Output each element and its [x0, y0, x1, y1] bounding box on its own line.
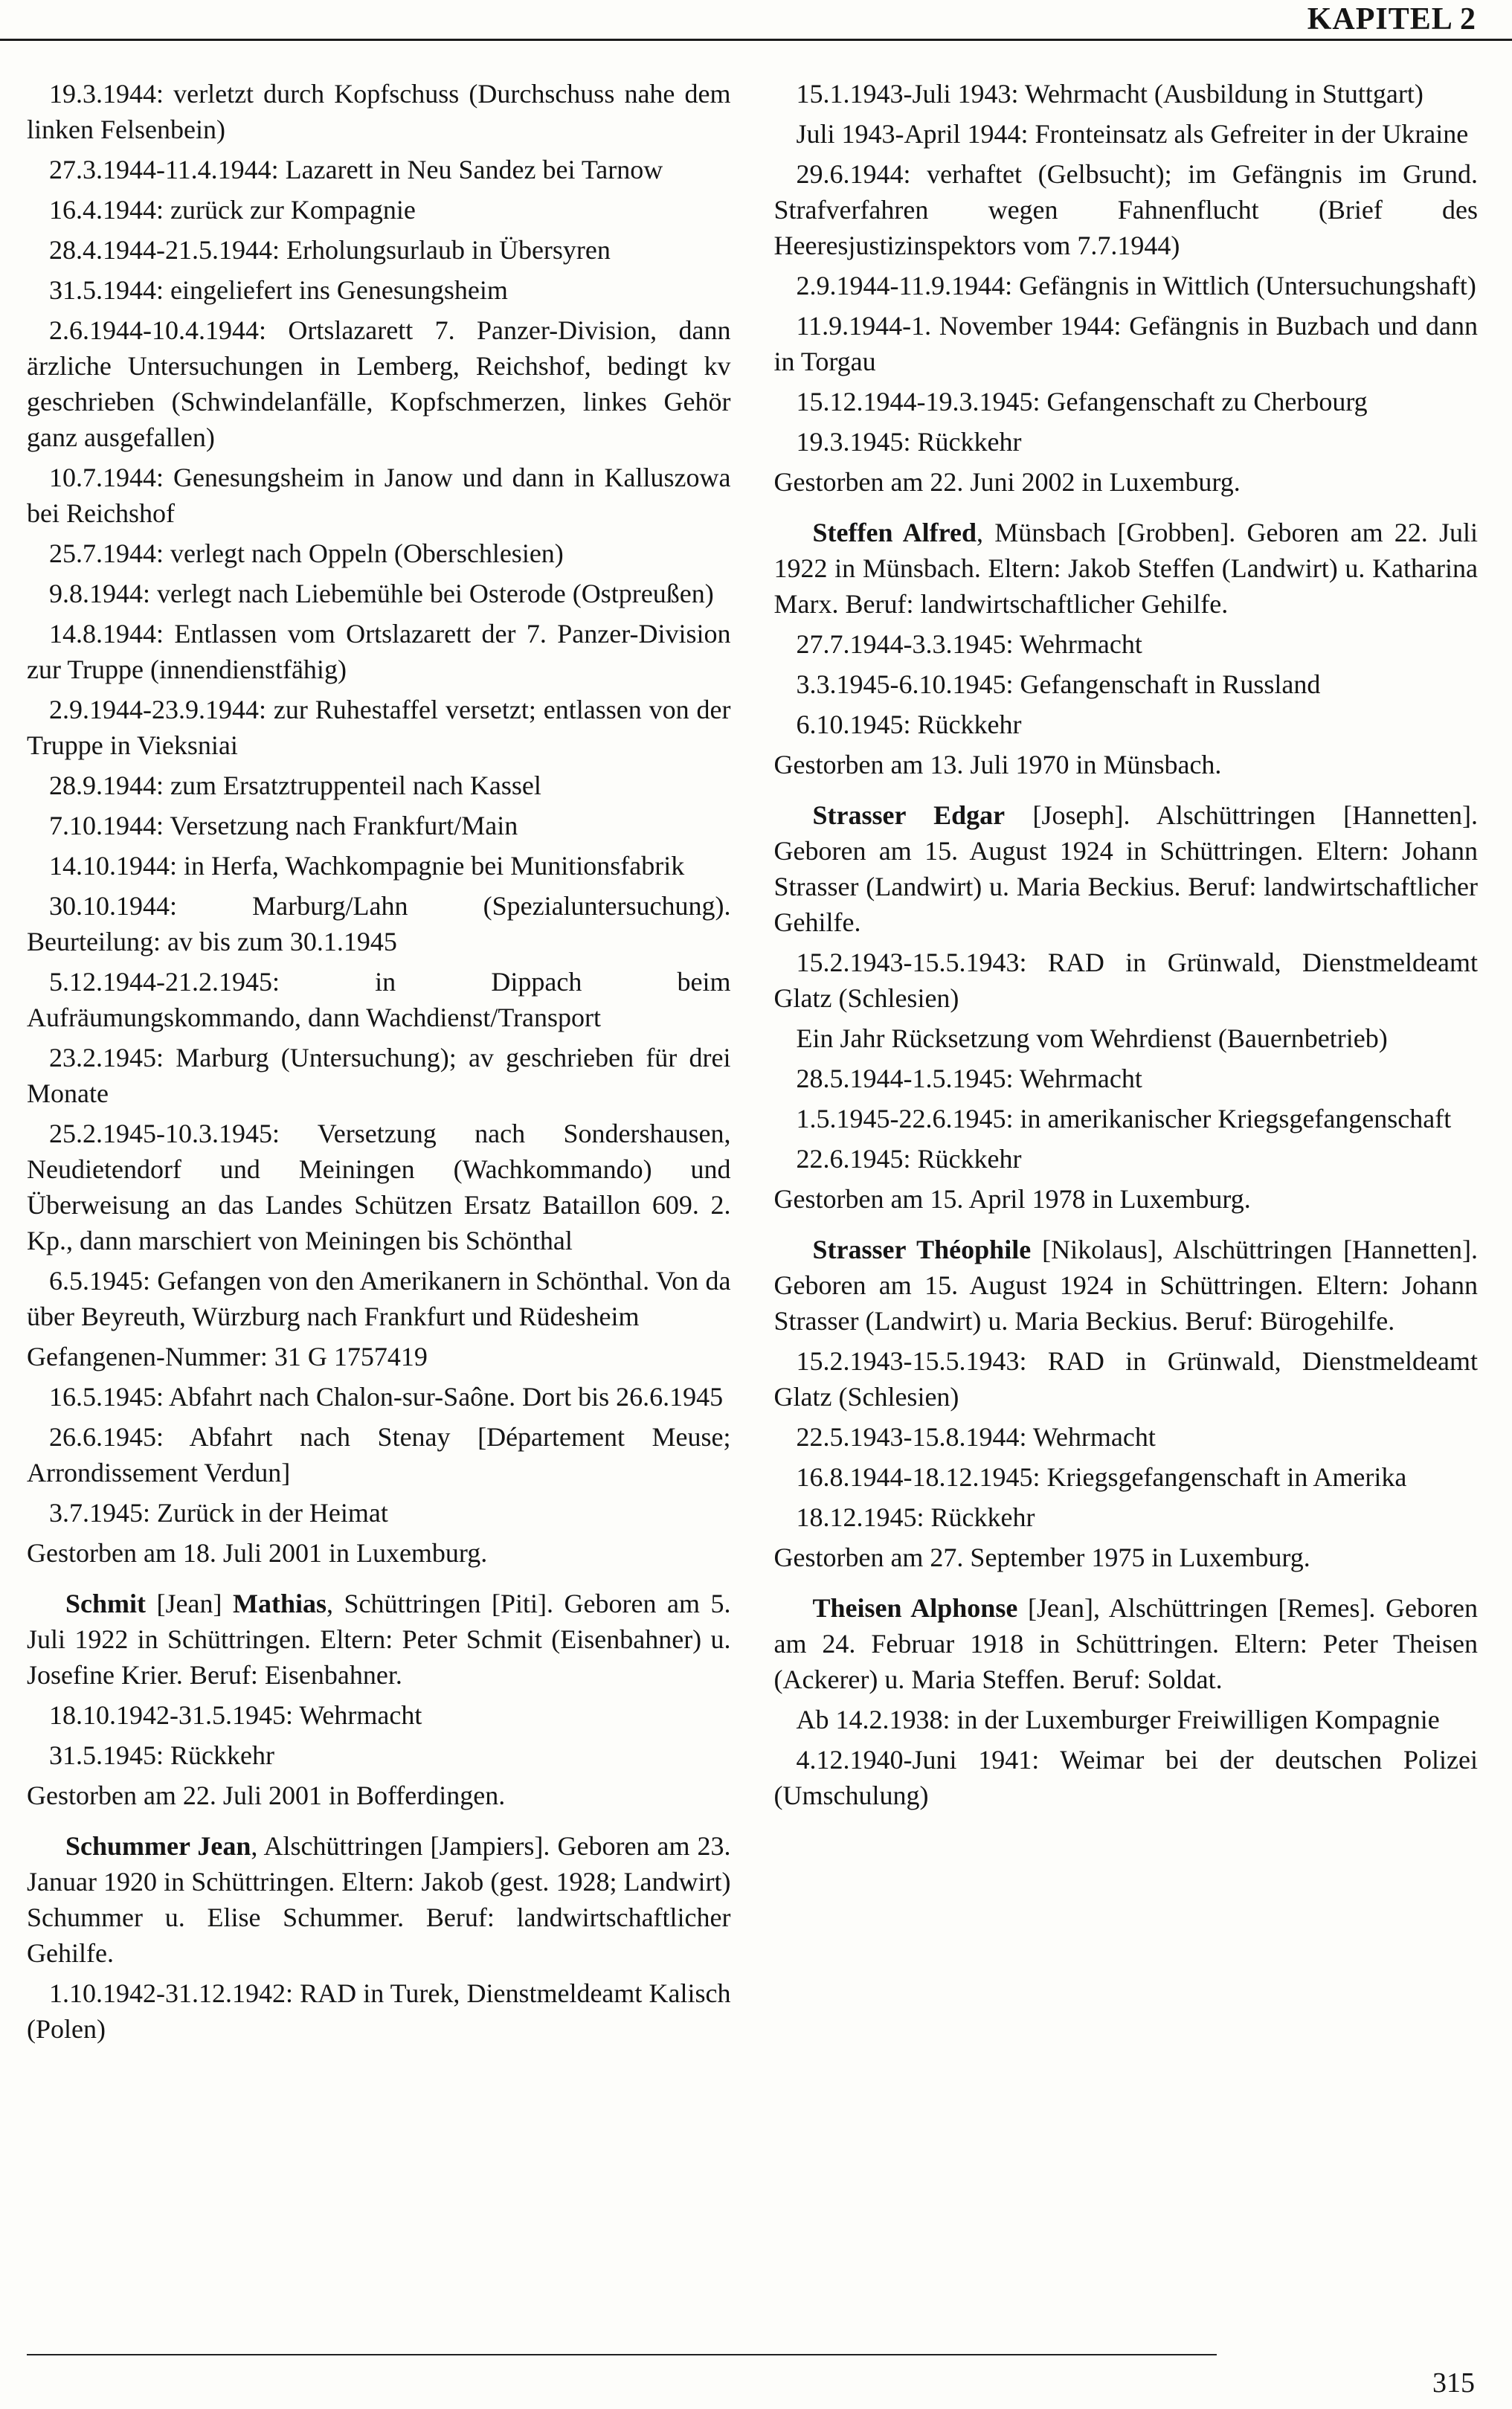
text-columns [27, 71, 1478, 2047]
biography-entry-lead [27, 1828, 731, 1971]
date-record-line: 27.7.1944-3.3.1945: Wehrmacht [796, 629, 1142, 659]
biography-entry-lead [774, 1232, 1479, 1339]
chapter-title: KAPITEL 2 [1307, 2, 1476, 36]
note-line: Gestorben am 22. Juli 2001 in Bofferdingen. [27, 1781, 506, 1810]
entry-text: [Jean] [146, 1589, 233, 1618]
date-record-line: 4.12.1940-Juni 1941: Weimar bei der deutschen Polizei (Umschulung) [773, 1745, 1478, 1810]
date-record-line: 30.10.1944: Marburg/Lahn (Spezialuntersuchung). Beurteilung: av bis zum 30.1.1945 [27, 891, 731, 956]
header-rule [0, 39, 1512, 41]
entry-text: , Schüttringen [Piti]. Geboren am 5. Juli 1922 in Schüttringen. Eltern: Peter Schmit (Eisenbahner) u. Josefine Krier. Beruf: Eisenbahner. [27, 1589, 731, 1690]
note-line: Gestorben am 15. April 1978 in Luxemburg. [773, 1184, 1251, 1214]
date-record-line: 2.9.1944-11.9.1944: Gefängnis in Wittlich (Untersuchungshaft) [796, 271, 1476, 300]
person-name: Steffen Alfred [812, 518, 977, 547]
note-line: Gestorben am 18. Juli 2001 in Luxemburg. [27, 1538, 488, 1568]
date-record-line: 29.6.1944: verhaftet (Gelbsucht); im Gefängnis im Grund. Strafverfahren wegen Fahnenflucht (Brief des Heeresjustizinspektors vom 7.7.1944) [773, 159, 1478, 260]
entry-text: , Münsbach [Grobben]. Geboren am 22. Juli 1922 in Münsbach. Eltern: Jakob Steffen (Landwirt) u. Katharina Marx. Beruf: landwirtschaftlicher Gehilfe. [773, 518, 1479, 619]
date-record-line: 6.5.1945: Gefangen von den Amerikanern in Schönthal. Von da über Beyreuth, Würzburg nach Frankfurt und Rüdesheim [27, 1266, 731, 1331]
date-record-line: 1.10.1942-31.12.1942: RAD in Turek, Dienstmeldeamt Kalisch (Polen) [27, 1978, 731, 2044]
entry-text: [Joseph]. Alschüttringen [Hannetten]. Geboren am 15. August 1924 in Schüttringen. Eltern: Johann Strasser (Landwirt) u. Maria Beckius. Beruf: landwirtschaftlicher Gehilfe. [773, 800, 1478, 937]
date-record-line: 28.5.1944-1.5.1945: Wehrmacht [796, 1064, 1142, 1093]
date-record-line: Ab 14.2.1938: in der Luxemburger Freiwilligen Kompagnie [796, 1705, 1440, 1734]
date-record-line: 3.3.1945-6.10.1945: Gefangenschaft in Russland [796, 669, 1321, 699]
date-record-line: 15.2.1943-15.5.1943: RAD in Grünwald, Dienstmeldeamt Glatz (Schlesien) [773, 948, 1478, 1013]
date-record-line: 23.2.1945: Marburg (Untersuchung); av geschrieben für drei Monate [27, 1043, 731, 1108]
date-record-line: 27.3.1944-11.4.1944: Lazarett in Neu Sandez bei Tarnow [49, 155, 663, 184]
date-record-line: 1.5.1945-22.6.1945: in amerikanischer Kriegsgefangenschaft [796, 1104, 1452, 1133]
left-column [27, 71, 731, 2047]
date-record-line: 16.8.1944-18.12.1945: Kriegsgefangenschaft in Amerika [796, 1462, 1407, 1492]
date-record-line: 10.7.1944: Genesungsheim in Janow und dann in Kalluszowa bei Reichshof [27, 463, 731, 528]
date-record-line: 18.10.1942-31.5.1945: Wehrmacht [49, 1700, 422, 1730]
date-record-line: 16.5.1945: Abfahrt nach Chalon-sur-Saône. Dort bis 26.6.1945 [49, 1382, 724, 1412]
date-record-line: 31.5.1945: Rückkehr [49, 1740, 274, 1770]
date-record-line: 14.8.1944: Entlassen vom Ortslazarett der 7. Panzer-Division zur Truppe (innendienstfähig) [27, 619, 731, 684]
date-record-line: 19.3.1944: verletzt durch Kopfschuss (Durchschuss nahe dem linken Felsenbein) [27, 79, 731, 144]
note-line: Gestorben am 27. September 1975 in Luxemburg. [773, 1543, 1310, 1572]
date-record-line: 25.2.1945-10.3.1945: Versetzung nach Sondershausen, Neudietendorf und Meiningen (Wachkommando) und Überweisung an das Landes Schützen Ersatz Bataillon 609. 2. Kp., dann marschiert von Meiningen bis Schönthal [27, 1119, 731, 1255]
date-record-line: 3.7.1945: Zurück in der Heimat [49, 1498, 388, 1528]
footer-rule [27, 2354, 1217, 2355]
date-record-line: 5.12.1944-21.2.1945: in Dippach beim Aufräumungskommando, dann Wachdienst/Transport [27, 967, 731, 1032]
entry-text: [Jean], Alschüttringen [Remes]. Geboren am 24. Februar 1918 in Schüttringen. Eltern: Peter Theisen (Ackerer) u. Maria Steffen. Beruf: Soldat. [773, 1593, 1478, 1694]
person-name: Strasser Edgar [812, 800, 1006, 830]
right-column [774, 71, 1479, 2047]
biography-entry-lead [774, 797, 1479, 940]
date-record-line: 2.6.1944-10.4.1944: Ortslazarett 7. Panzer-Division, dann ärzliche Untersuchungen in Lemberg, Reichshof, bedingt kv geschrieben (Schwindelanfälle, Kopfschmerzen, linkes Gehör ganz ausgefallen) [27, 315, 731, 452]
date-record-line: Juli 1943-April 1944: Fronteinsatz als Gefreiter in der Ukraine [796, 119, 1469, 149]
date-record-line: 9.8.1944: verlegt nach Liebemühle bei Osterode (Ostpreußen) [49, 579, 714, 608]
date-record-line: Ein Jahr Rücksetzung vom Wehrdienst (Bauernbetrieb) [796, 1023, 1388, 1053]
page-header [1307, 3, 1476, 36]
person-name: Mathias [232, 1589, 326, 1618]
date-record-line: 14.10.1944: in Herfa, Wachkompagnie bei Munitionsfabrik [49, 851, 685, 881]
date-record-line: 31.5.1944: eingeliefert ins Genesungsheim [49, 275, 508, 305]
date-record-line: 15.1.1943-Juli 1943: Wehrmacht (Ausbildung in Stuttgart) [796, 79, 1423, 109]
date-record-line: 16.4.1944: zurück zur Kompagnie [49, 195, 416, 225]
note-line: Gestorben am 13. Juli 1970 in Münsbach. [773, 750, 1222, 779]
date-record-line: 6.10.1945: Rückkehr [796, 710, 1022, 739]
date-record-line: 15.12.1944-19.3.1945: Gefangenschaft zu Cherbourg [796, 387, 1368, 416]
date-record-line: 18.12.1945: Rückkehr [796, 1502, 1035, 1532]
person-name: Schummer Jean [65, 1831, 251, 1861]
date-record-line: 22.5.1943-15.8.1944: Wehrmacht [796, 1422, 1156, 1452]
date-record-line: 28.4.1944-21.5.1944: Erholungsurlaub in Übersyren [49, 235, 611, 265]
date-record-line: 28.9.1944: zum Ersatztruppenteil nach Kassel [49, 771, 541, 800]
date-record-line: 2.9.1944-23.9.1944: zur Ruhestaffel versetzt; entlassen von der Truppe in Vieksniai [27, 695, 731, 760]
page-number: 315 [1432, 2367, 1475, 2399]
date-record-line: 22.6.1945: Rückkehr [796, 1144, 1022, 1174]
biography-entry-lead [774, 515, 1479, 622]
date-record-line: 11.9.1944-1. November 1944: Gefängnis in Buzbach und dann in Torgau [773, 311, 1478, 376]
entry-text: , Alschüttringen [Jampiers]. Geboren am 23. Januar 1920 in Schüttringen. Eltern: Jakob (gest. 1928; Landwirt) Schummer u. Elise Schummer. Beruf: landwirtschaftlicher Gehilfe. [27, 1831, 731, 1968]
date-record-line: 19.3.1945: Rückkehr [796, 427, 1022, 457]
biography-entry-lead [27, 1586, 731, 1693]
note-line: Gestorben am 22. Juni 2002 in Luxemburg. [773, 467, 1241, 497]
person-name: Theisen Alphonse [812, 1593, 1018, 1623]
person-name: Strasser Théophile [812, 1235, 1032, 1264]
date-record-line: 15.2.1943-15.5.1943: RAD in Grünwald, Dienstmeldeamt Glatz (Schlesien) [773, 1346, 1478, 1412]
date-record-line: 25.7.1944: verlegt nach Oppeln (Oberschlesien) [49, 538, 564, 568]
person-name: Schmit [65, 1589, 146, 1618]
date-record-line: 7.10.1944: Versetzung nach Frankfurt/Main [49, 811, 518, 840]
note-line: Gefangenen-Nummer: 31 G 1757419 [27, 1342, 428, 1371]
date-record-line: 26.6.1945: Abfahrt nach Stenay [Département Meuse; Arrondissement Verdun] [27, 1422, 731, 1487]
entry-text: [Nikolaus], Alschüttringen [Hannetten]. Geboren am 15. August 1924 in Schüttringen. Eltern: Johann Strasser (Landwirt) u. Maria Beckius. Beruf: Bürogehilfe. [773, 1235, 1478, 1336]
biography-entry-lead [774, 1590, 1479, 1697]
